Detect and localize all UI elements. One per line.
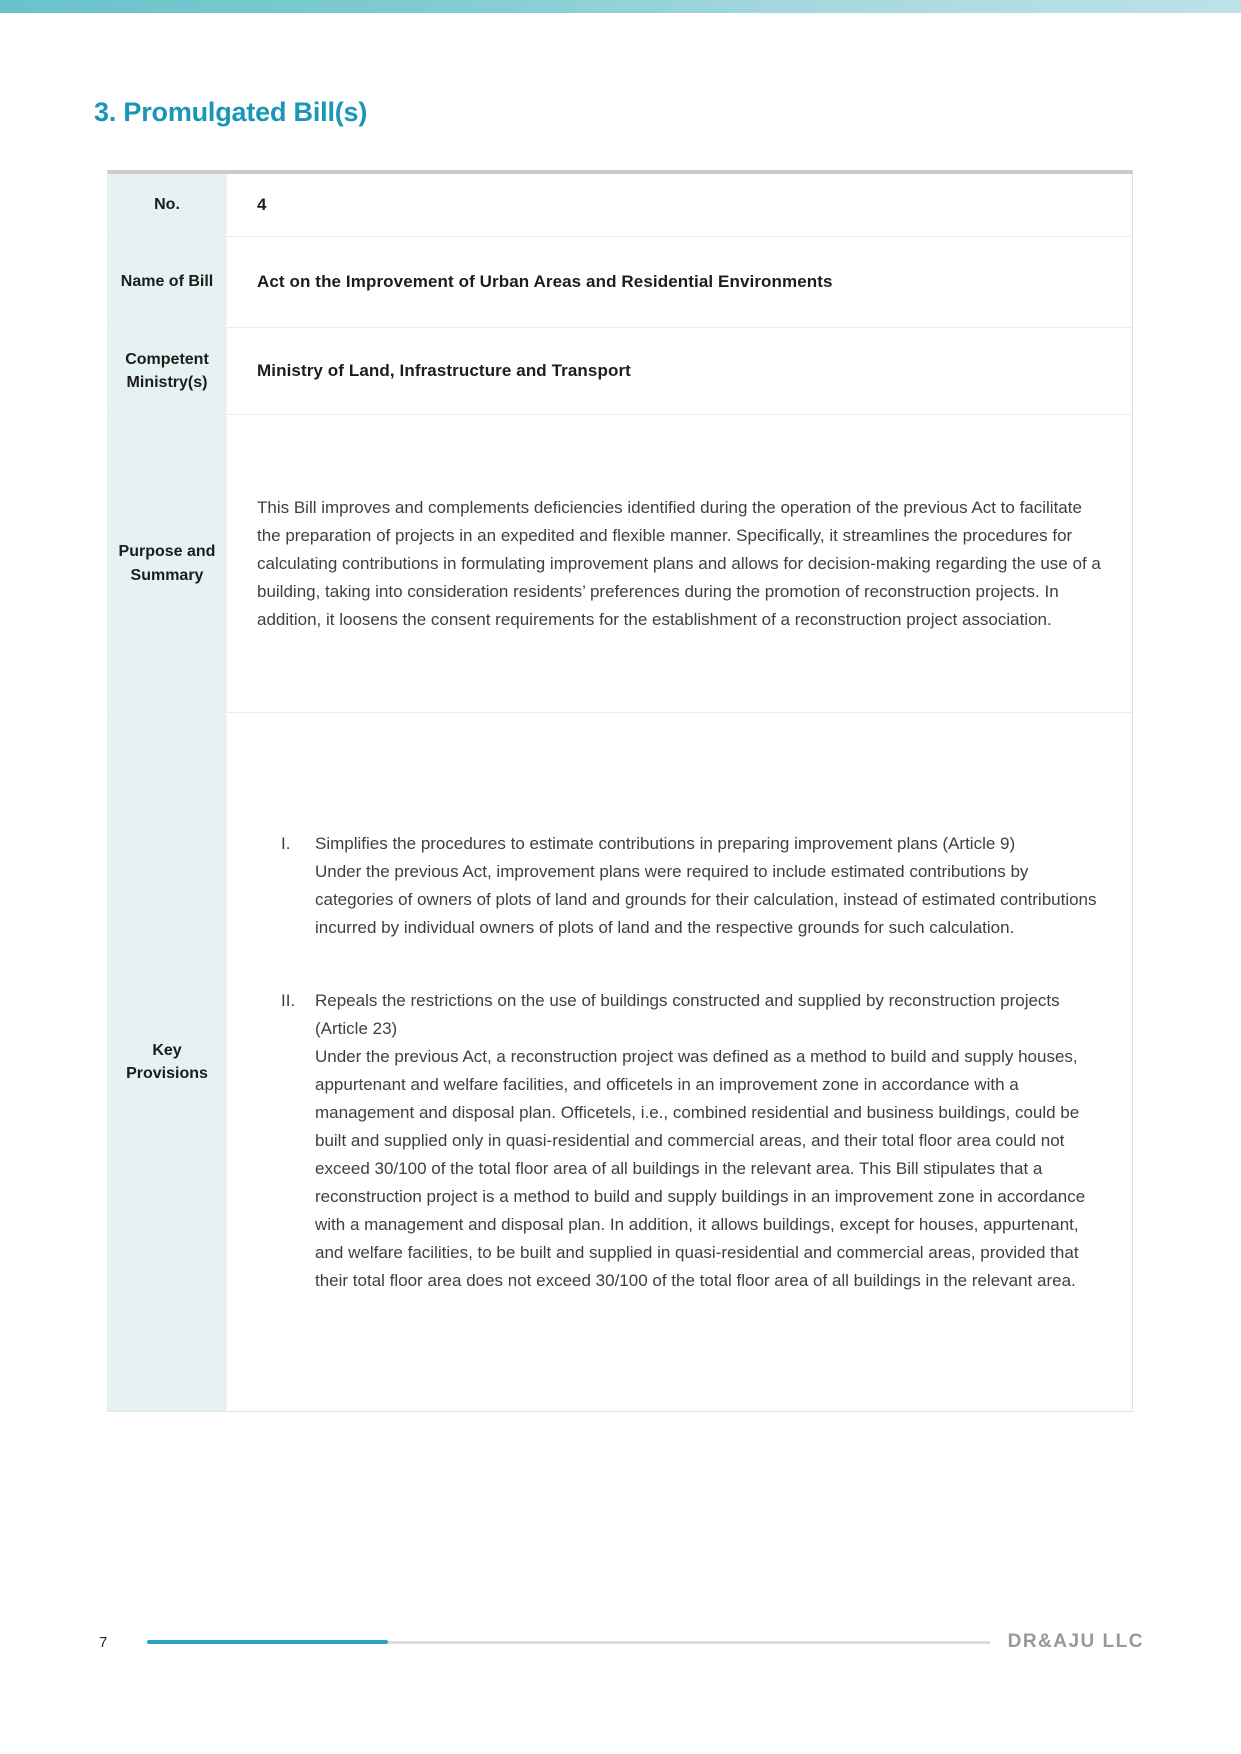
table-row-name [108,236,1132,327]
purpose-summary-paragraph: This Bill improves and complements deficiencies identified during the operation of the previous Act to facilitate the preparation of projects in an expedited and flexible manner. Specifically, it streamlines the procedures for calculating contributions in formulating improvement plans and allows for decision-making regarding the use of a building, taking into consideration residents’ preferences during the promotion of reconstruction projects. In addition, it loosens the consent requirements for the establishment of a reconstruction project association. [257,497,1101,629]
key-provision-item-1 [281,830,1104,942]
key-provision-item-2 [281,987,1104,1295]
footer-rule-gray-segment [388,1641,990,1644]
key-provision-2-text [315,987,1104,1295]
page-footer [99,1626,1144,1658]
table-row-ministry [108,327,1132,414]
row-label-no [108,174,227,236]
row-value-purpose [227,415,1132,712]
row-label-key-provisions [108,713,227,1411]
bill-name: Act on the Improvement of Urban Areas and Residential Environments [257,272,833,291]
row-value-ministry [227,328,1132,414]
key-provision-1-detail: Under the previous Act, improvement plans were required to include estimated contributions by categories of owners of plots of land and grounds for their calculation, instead of estimated contributions incurred by individual owners of plots of land and the respective grounds for such calculation. [315,861,1097,937]
row-label-key-provisions-text: Key Provisions [126,1041,208,1082]
key-provision-2-heading: Repeals the restrictions on the use of buildings constructed and supplied by reconstruction projects (Article 23) [315,990,1060,1038]
row-label-purpose [108,415,227,712]
footer-rule-accent-segment [147,1640,388,1644]
row-value-name [227,237,1132,327]
key-provision-2-detail: Under the previous Act, a reconstruction project was defined as a method to build and supply houses, appurtenant and welfare facilities, and officetels in an improvement zone in accordance with a management and disposal plan. Officetels, i.e., combined residential and business buildings, could be built and supplied only in quasi-residential and commercial areas, and their total floor area could not exceed 30/100 of the total floor area of all buildings in the relevant area. This Bill stipulates that a reconstruction project is a method to build and supply buildings in an improvement zone in accordance with a management and disposal plan. In addition, it allows buildings, except for houses, appurtenant, and welfare facilities, to be built and supplied in quasi-residential and commercial areas, provided that their total floor area does not exceed 30/100 of the total floor area of all buildings in the relevant area. [315,1046,1086,1290]
row-label-name-text: Name of Bill [120,273,214,291]
page-number: 7 [99,1633,108,1651]
table-row-key-provisions [108,712,1132,1411]
row-label-name [108,237,227,327]
row-value-no [227,174,1132,236]
key-provision-1-numeral: I. [281,833,291,853]
bill-table [107,170,1133,1412]
row-label-ministry [108,328,227,414]
table-row-purpose [108,414,1132,712]
row-label-ministry-text: Competent Ministry(s) [125,350,209,391]
row-label-no-text: No. [154,196,180,214]
footer-rule [147,1640,990,1644]
table-row-no [108,174,1132,236]
key-provision-1-text [315,830,1104,942]
top-accent-bar [0,0,1241,13]
section-heading: 3. Promulgated Bill(s) [94,97,368,127]
row-label-purpose-text: Purpose and Summary [118,543,216,584]
firm-logo: DR&AJU LLC [1007,1631,1144,1652]
bill-number: 4 [257,195,267,214]
key-provisions-list [257,830,1104,1295]
key-provision-2-numeral: II. [281,990,296,1010]
row-value-key-provisions [227,713,1132,1411]
ministry-name: Ministry of Land, Infrastructure and Transport [257,361,631,380]
key-provision-1-heading: Simplifies the procedures to estimate contributions in preparing improvement plans (Article 9) [315,833,1016,853]
